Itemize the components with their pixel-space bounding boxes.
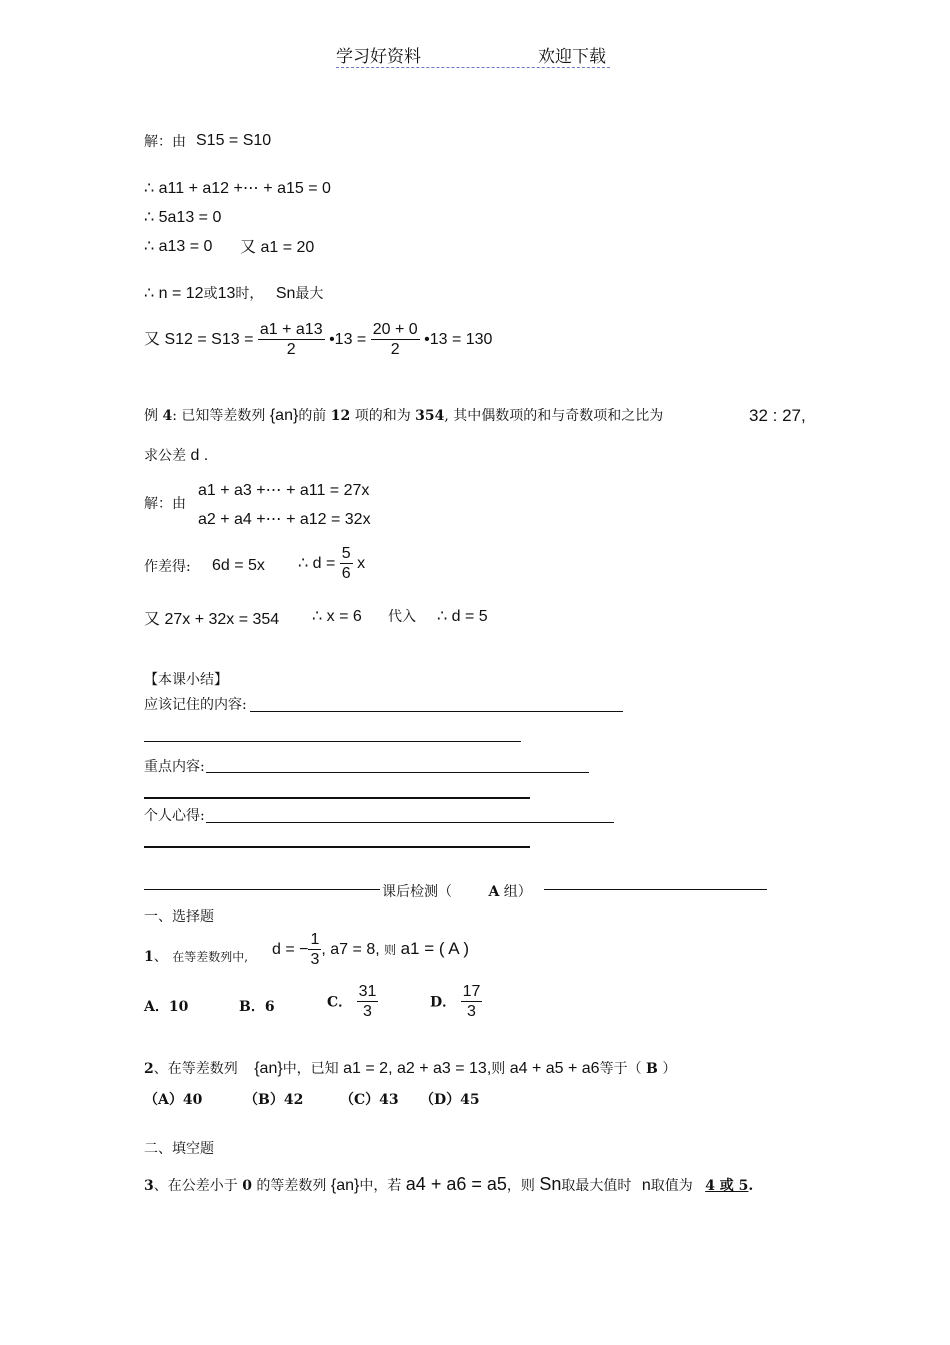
q2-option-a: （A）40	[144, 1092, 203, 1108]
sol3-line4b: 又 a1 = 20	[240, 239, 315, 256]
personal-line-1	[206, 822, 614, 823]
q2-expr: a1 = 2, a2 + a3 = 13,	[343, 1060, 492, 1077]
sol3-max: 最大	[295, 286, 324, 302]
sol3-sn: Sn	[275, 285, 296, 302]
key-line-1	[206, 772, 589, 773]
q3-sn: Sn	[539, 1174, 562, 1194]
header-left: 学习好资料	[336, 47, 421, 67]
q1-option-c-den: 3	[363, 1003, 372, 1021]
q2-seq: {an}	[254, 1060, 283, 1077]
q2-option-d: （D）45	[420, 1092, 480, 1108]
q3-end: .	[748, 1178, 754, 1194]
q1-option-a: A．10	[144, 999, 189, 1015]
section-choice: 一、选择题	[144, 909, 214, 925]
ex4-diff-num: 5	[340, 544, 353, 564]
ex4-statement	[144, 405, 663, 425]
ex4-ratio: 32 : 27,	[749, 406, 806, 425]
ex4-text3: 项的和为	[354, 408, 411, 424]
q2-text3: 等于（	[599, 1061, 642, 1077]
ex4-sys1: a1 + a3 +⋯ + a11 = 27x	[198, 482, 370, 499]
q3-text4: ，则	[506, 1178, 535, 1194]
ex4-diff-frac	[340, 544, 353, 583]
sol3-frac2-den: 2	[390, 341, 400, 359]
ex4-diff-den: 6	[341, 565, 351, 583]
q2-answer: B	[646, 1061, 658, 1077]
q1-d: d = −	[272, 940, 309, 958]
sol3-13: 13	[217, 285, 236, 302]
q3-answer: 4 或 5	[705, 1178, 749, 1194]
q1-number: 1	[144, 949, 154, 965]
test-rule-left	[144, 889, 380, 890]
q2-text2: 中，已知	[282, 1061, 339, 1077]
ex4-sol-prefix: 解：由	[144, 496, 186, 512]
q3-text1: 、在公差小于	[153, 1178, 238, 1194]
sol3-l6-end: •13 = 130	[424, 330, 493, 348]
section-fill: 二、填空题	[144, 1141, 214, 1157]
q1-option-d-num: 17	[461, 982, 483, 1002]
sol3-l6-prefix: 又 S12 = S13 =	[144, 330, 254, 348]
ex4-diff-then: ∴ d =	[298, 554, 336, 572]
q3-line	[144, 1174, 753, 1195]
q2-then: 则	[491, 1061, 506, 1077]
q3-seq: {an}	[330, 1177, 360, 1194]
q1-frac	[308, 930, 321, 969]
sol3-frac1-num: a1 + a13	[258, 320, 325, 340]
sol3-line4a: ∴ a13 = 0	[144, 238, 213, 255]
q1-frac-den: 3	[310, 951, 320, 969]
key-line-2	[144, 797, 530, 799]
q3-zero: 0	[242, 1178, 252, 1194]
q3-n: n	[641, 1177, 651, 1194]
ex4-text1: : 已知等差数列	[172, 408, 266, 424]
summary-title: 【本课小结】	[144, 672, 228, 688]
sol3-frac1	[258, 320, 325, 359]
q1-text: 在等差数列中,	[172, 950, 249, 964]
ex4-12: 12	[330, 408, 351, 424]
ex4-last2: ∴ x = 6	[312, 608, 362, 625]
ex4-seq: {an}	[269, 407, 299, 424]
sol3-n: ∴ n = 12	[144, 285, 204, 302]
remember-line-1	[250, 711, 623, 712]
remember-line-2	[144, 741, 521, 742]
ex4-diff-result	[298, 544, 365, 583]
sol3-line1: S15 = S10	[196, 132, 272, 149]
ex4-number: 4	[162, 408, 173, 424]
q1-sep: 、	[153, 949, 168, 965]
q3-text2: 的等差数列	[256, 1178, 327, 1194]
q1-option-d-label: D．	[430, 994, 457, 1011]
ex4-ask-text: 求公差	[144, 448, 186, 464]
q1-option-c-num: 31	[357, 982, 379, 1002]
q1-rest: , a7 = 8,	[321, 940, 380, 958]
sol3-when: 时，	[235, 286, 264, 302]
test-title-b: A	[488, 884, 500, 900]
sol3-line6	[144, 320, 492, 359]
sol3-or: 或	[203, 286, 218, 302]
sol3-frac1-den: 2	[286, 341, 296, 359]
ex4-diff-expr: 6d = 5x	[212, 557, 265, 574]
ex4-ask	[144, 445, 208, 465]
q1-ask: a1 = ( A )	[400, 938, 470, 958]
test-rule-right	[544, 889, 767, 890]
q2-line	[144, 1058, 676, 1078]
q3-number: 3	[144, 1178, 154, 1194]
q1-then: 则	[384, 942, 397, 957]
q1-option-d-den: 3	[467, 1003, 476, 1021]
q1-lead	[144, 946, 248, 966]
sol3-line3: ∴ 5a13 = 0	[144, 209, 222, 226]
sol3-line2: ∴ a11 + a12 +⋯ + a15 = 0	[144, 180, 331, 197]
ex4-diff-x: x	[357, 554, 366, 572]
ex4-diff-label: 作差得:	[144, 559, 191, 575]
q1-option-d	[430, 982, 482, 1021]
summary-remember: 应该记住的内容:	[144, 697, 247, 713]
header-rule	[336, 42, 610, 68]
header-right: 欢迎下载	[538, 47, 606, 67]
q3-text3: 中，若	[359, 1178, 402, 1194]
ex4-text2: 的前	[298, 408, 327, 424]
ex4-354: 354	[415, 408, 445, 424]
summary-key: 重点内容:	[144, 759, 205, 775]
q3-text5: 取最大值时	[561, 1178, 632, 1194]
summary-personal: 个人心得:	[144, 808, 205, 824]
test-title-c: 组）	[503, 884, 532, 900]
q1-option-c-frac	[357, 982, 379, 1021]
q3-text6: 取值为	[650, 1178, 693, 1194]
q1-option-c-label: C．	[327, 994, 353, 1011]
q1-option-c	[327, 982, 378, 1021]
q2-close: ）	[662, 1061, 677, 1077]
page-header	[336, 42, 610, 68]
sol3-prefix: 解：由	[144, 134, 186, 150]
ex4-text4: , 其中偶数项的和与奇数项和之比为	[444, 408, 664, 424]
q1-frac-num: 1	[308, 930, 321, 950]
ex4-d: d .	[190, 447, 209, 464]
personal-line-2	[144, 846, 530, 848]
q1-option-b: B．6	[239, 999, 275, 1015]
sol3-frac2	[371, 320, 420, 359]
test-title	[382, 881, 532, 901]
sol3-frac2-num: 20 + 0	[371, 320, 420, 340]
ex4-sys2: a2 + a4 +⋯ + a12 = 32x	[198, 511, 371, 528]
q1-option-d-frac	[461, 982, 483, 1021]
ex4-last1: 又 27x + 32x = 354	[144, 611, 280, 628]
q2-expr2: a4 + a5 + a6	[509, 1060, 600, 1077]
q3-expr: a4 + a6 = a5	[405, 1174, 507, 1194]
q1-expr	[272, 930, 469, 969]
ex4-label: 例	[144, 408, 158, 424]
sol3-line5	[144, 283, 323, 303]
test-title-a: 课后检测（	[382, 884, 452, 900]
q2-option-c: （C）43	[340, 1092, 399, 1108]
ex4-last4: ∴ d = 5	[437, 608, 488, 625]
ex4-last3: 代入	[388, 609, 416, 625]
q2-option-b: （B）42	[244, 1092, 304, 1108]
sol3-l6-mid: •13 =	[329, 330, 367, 348]
q2-number: 2	[144, 1061, 154, 1077]
q2-text1: 、在等差数列	[153, 1061, 238, 1077]
